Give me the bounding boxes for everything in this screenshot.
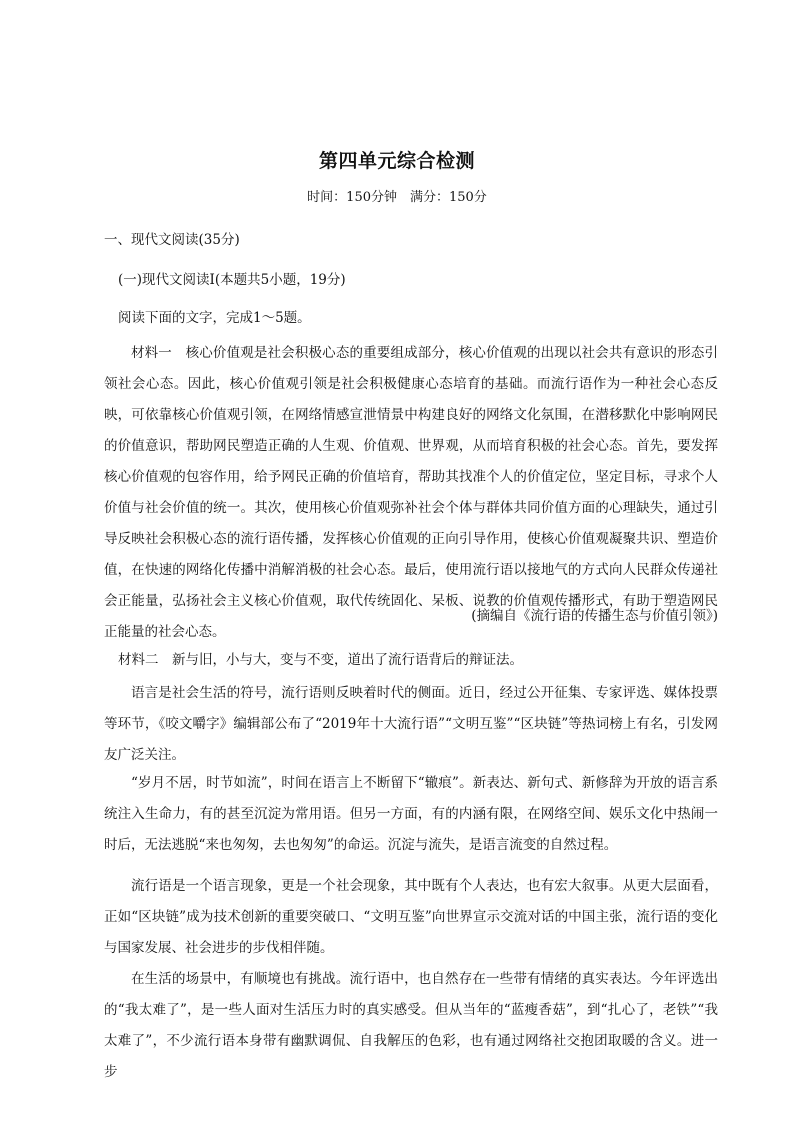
paragraph-time-traces: “岁月不居，时节如流”，时间在语言上不断留下“辙痕”。新表达、新句式、新修辞为开放的语言系统注入生命力，有的甚至沉淀为常用语。但另一方面，有的内涵有限，在网络空间、娱乐文化中热闹一时后，无法逃脱“来也匆匆，去也匆匆”的命运。沉淀与流失，是语言流变的自然过程。 [104,775,718,853]
material-two-intro: 材料二 新与旧，小与大，变与不变，道出了流行语背后的辩证法。 [118,652,523,668]
paragraph-language-symbol: 语言是社会生活的符号，流行语则反映着时代的侧面。近日，经过公开征集、专家评选、媒体投票等环节，《咬文嚼字》编辑部公布了“2019年十大流行语”“文明互鉴”“区块链”等热词榜上有名，引发网友广泛关注。 [104,685,718,763]
reading-instruction: 阅读下面的文字，完成1～5题。 [118,310,311,326]
document-title: 第四单元综合检测 [318,150,475,172]
section-heading: 一、现代文阅读(35分) [104,232,240,248]
exam-info: 时间：150分钟 满分：150分 [307,190,487,205]
material-one-source: (摘编自《流行语的传播生态与价值引领》) [471,608,718,624]
subsection-heading: (一)现代文阅读Ⅰ(本题共5小题，19分) [118,272,346,288]
paragraph-social-phenomenon: 流行语是一个语言现象，更是一个社会现象，其中既有个人表达，也有宏大叙事。从更大层面看，正如“区块链”成为技术创新的重要突破口、“文明互鉴”向世界宣示交流对话的中国主张，流行语的变化与国家发展、社会进步的步伐相伴随。 [104,878,718,956]
material-one-paragraph: 材料一 核心价值观是社会积极心态的重要组成部分，核心价值观的出现以社会共有意识的形态引领社会心态。因此，核心价值观引领是社会积极健康心态培育的基础。而流行语作为一种社会心态反映，可依靠核心价值观引领，在网络情感宣泄情景中构建良好的网络文化氛围，在潜移默化中影响网民的价值意识，帮助网民塑造正确的人生观、价值观、世界观，从而培育积极的社会心态。首先，要发挥核心价值观的包容作用，给予网民正确的价值培育，帮助其找准个人的价值定位，坚定目标，寻求个人价值与社会价值的统一。其次，使用核心价值观弥补社会个体与群体共同价值方面的心理缺失，通过引导反映社会积极心态的流行语传播，发挥核心价值观的正向引导作用，使核心价值观凝聚共识、塑造价值，在快速的网络化传播中消解消极的社会心态。最后，使用流行语以接地气的方式向人民群众传递社会正能量，弘扬社会主义核心价值观，取代传统固化、呆板、说教的价值观传播形式，有助于塑造网民正能量的社会心态。 [104,345,718,640]
paragraph-life-scenes: 在生活的场景中，有顺境也有挑战。流行语中，也自然存在一些带有情绪的真实表达。今年评选出的“我太难了”，是一些人面对生活压力时的真实感受。但从当年的“蓝瘦香菇”，到“扎心了，老铁”“我太难了”，不少流行语本身带有幽默调侃、自我解压的色彩，也有通过网络社交抱团取暖的含义。进一步 [104,971,718,1080]
